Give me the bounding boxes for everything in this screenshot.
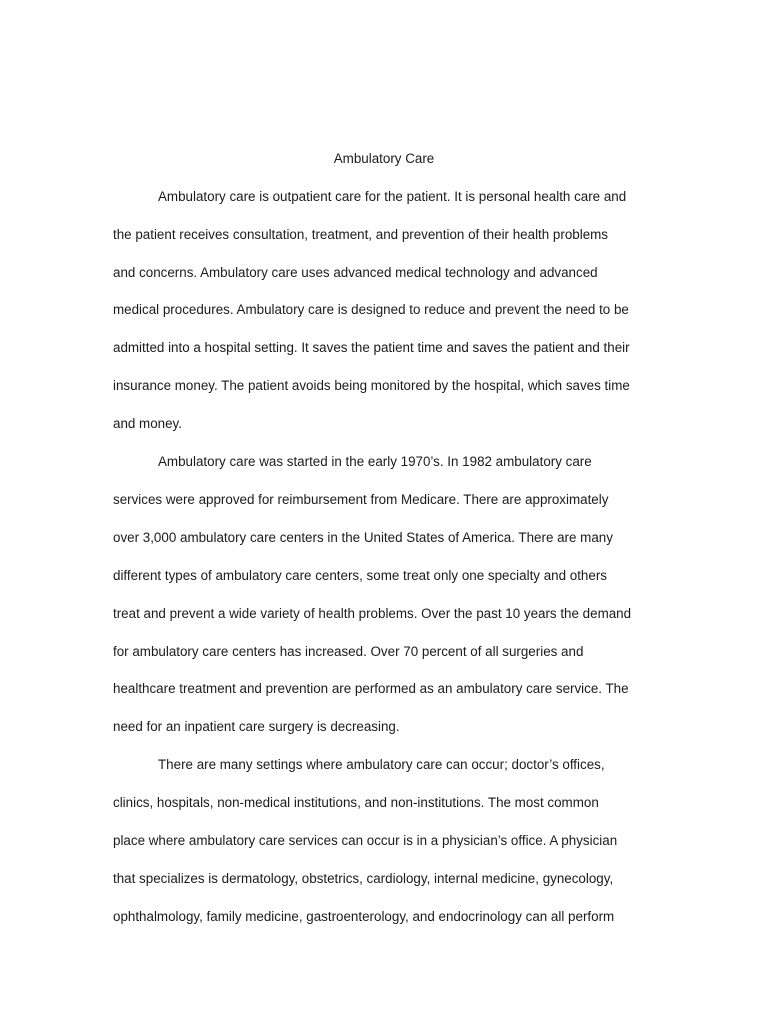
paragraph-line: There are many settings where ambulatory care can occur; doctor’s offices,: [158, 757, 605, 772]
paragraph-line: over 3,000 ambulatory care centers in the United States of America. There are many: [113, 530, 613, 545]
paragraph-line: medical procedures. Ambulatory care is designed to reduce and prevent the need to be: [113, 302, 629, 317]
paragraph-line: healthcare treatment and prevention are performed as an ambulatory care service. The: [113, 681, 629, 696]
paragraph-line: need for an inpatient care surgery is decreasing.: [113, 719, 400, 734]
paragraph-line: Ambulatory care was started in the early 1970’s. In 1982 ambulatory care: [158, 454, 592, 469]
paragraph-line: different types of ambulatory care centers, some treat only one specialty and others: [113, 568, 607, 583]
paragraph-line: treat and prevent a wide variety of health problems. Over the past 10 years the demand: [113, 606, 632, 621]
paragraph-line: admitted into a hospital setting. It saves the patient time and saves the patient and their: [113, 340, 630, 355]
paragraph-line: the patient receives consultation, treatment, and prevention of their health problems: [113, 227, 609, 242]
paragraph-line: Ambulatory care is outpatient care for the patient. It is personal health care and: [158, 189, 627, 204]
document-title: Ambulatory Care: [333, 151, 435, 166]
paragraph-line: that specializes is dermatology, obstetrics, cardiology, internal medicine, gynecology,: [113, 871, 614, 886]
paragraph-line: for ambulatory care centers has increased. Over 70 percent of all surgeries and: [113, 644, 584, 659]
paragraph-line: and money.: [113, 416, 182, 431]
paragraph-line: insurance money. The patient avoids being monitored by the hospital, which saves time: [113, 378, 630, 393]
paragraph-line: place where ambulatory care services can occur is in a physician’s office. A physician: [113, 833, 618, 848]
paragraph-line: clinics, hospitals, non-medical institutions, and non-institutions. The most common: [113, 795, 599, 810]
paragraph-line: ophthalmology, family medicine, gastroenterology, and endocrinology can all perform: [113, 909, 615, 924]
paragraph-line: and concerns. Ambulatory care uses advanced medical technology and advanced: [113, 265, 598, 280]
paragraph-line: services were approved for reimbursement from Medicare. There are approximately: [113, 492, 609, 507]
